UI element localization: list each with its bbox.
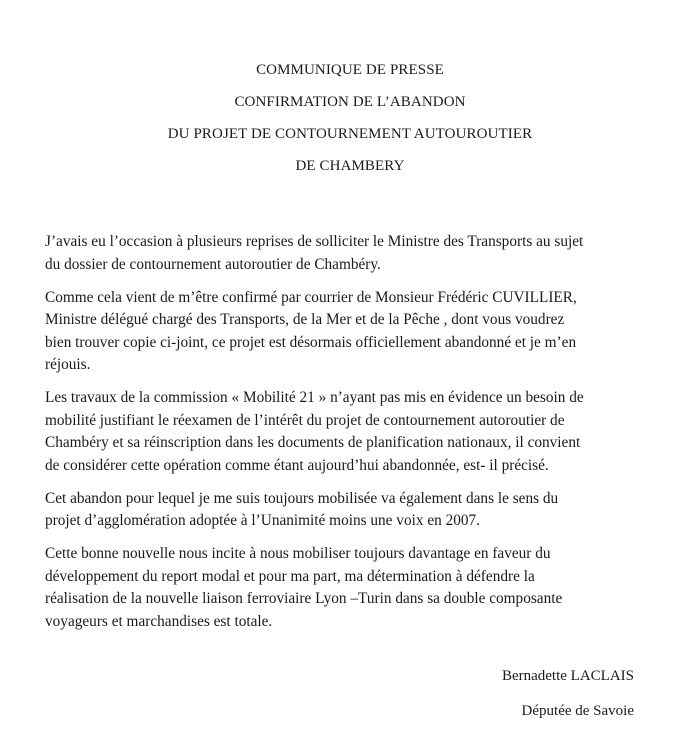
paragraph-line: du dossier de contournement autoroutier de Chambéry. <box>45 255 381 273</box>
paragraph-5 <box>45 543 645 633</box>
paragraph-line: voyageurs et marchandises est totale. <box>45 612 273 630</box>
paragraph-1 <box>45 231 645 276</box>
paragraph-3 <box>45 387 645 477</box>
header-subtitle-line-3: DE CHAMBERY <box>295 158 405 174</box>
paragraph-line: bien trouver copie ci-joint, ce projet est désormais officiellement abandonné et je m’en <box>45 333 577 351</box>
paragraph-line: développement du report modal et pour ma part, ma détermination à défendre la <box>45 567 535 585</box>
paragraph-4 <box>45 488 645 533</box>
paragraph-line: Ministre délégué chargé des Transports, de la Mer et de la Pêche , dont vous voudrez <box>45 311 565 328</box>
signatory-title: Députée de Savoie <box>521 703 634 719</box>
signature-block <box>502 666 634 736</box>
signatory-name: Bernadette LACLAIS <box>501 668 634 684</box>
document-header <box>0 60 700 188</box>
paragraph-line: réjouis. <box>45 356 91 373</box>
paragraph-line: Chambéry et sa réinscription dans les documents de planification nationaux, il convient <box>45 434 581 451</box>
paragraph-line: J’avais eu l’occasion à plusieurs reprises de solliciter le Ministre des Transports au sujet <box>45 233 584 250</box>
paragraph-line: Cet abandon pour lequel je me suis toujours mobilisée va également dans le sens du <box>45 489 559 507</box>
paragraph-line: réalisation de la nouvelle liaison ferroviaire Lyon –Turin dans sa double composante <box>45 590 563 607</box>
paragraph-line: de considérer cette opération comme étant aujourd’hui abandonnée, est- il précisé. <box>45 456 549 474</box>
paragraph-line: Comme cela vient de m’être confirmé par courrier de Monsieur Frédéric CUVILLIER, <box>45 288 577 306</box>
header-subtitle-line-2: DU PROJET DE CONTOURNEMENT AUTOUROUTIER <box>167 126 533 142</box>
paragraph-line: mobilité justifiant le réexamen de l’intérêt du projet de contournement autoroutier de <box>45 411 565 429</box>
paragraph-line: Cette bonne nouvelle nous incite à nous mobiliser toujours davantage en faveur du <box>45 545 551 562</box>
paragraph-line: projet d’agglomération adoptée à l’Unanimité moins une voix en 2007. <box>45 512 480 529</box>
header-subtitle-line-1: CONFIRMATION DE L’ABANDON <box>234 94 466 110</box>
header-title: COMMUNIQUE DE PRESSE <box>256 62 444 78</box>
paragraph-line: Les travaux de la commission « Mobilité 21 » n’ayant pas mis en évidence un besoin de <box>45 389 584 406</box>
document-body <box>45 231 645 644</box>
paragraph-2 <box>45 287 645 377</box>
